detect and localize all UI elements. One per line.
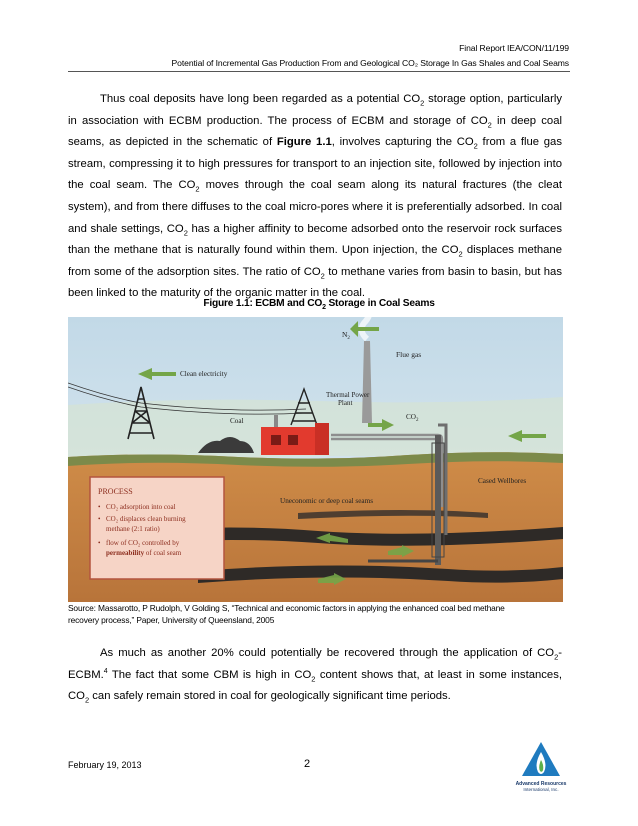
label-uneconomic-seams: Uneconomic or deep coal seams (280, 497, 374, 505)
process-step-3a: flow of CO₂ controlled by (106, 539, 180, 547)
label-coal: Coal (230, 417, 244, 425)
paragraph-2: As much as another 20% could potentially be recovered through the application of $CO_2-ECBM.^4$ The fact that some CBM is high in $CO_2$ content shows that, at least in some instances, $CO_2$ can safely remain stored in coal for geologically significant time periods. (68, 647, 563, 705)
header-report-title: Potential of Incremental Gas Production From and Geological CO₂ Storage In Gas Shales and Coal Seams (171, 58, 569, 68)
label-cased-wellbores: Cased Wellbores (478, 477, 527, 485)
process-step-2a: CO₂ displaces clean burning (106, 515, 186, 523)
source-line-1: Source: Massarotto, P Rudolph, V Golding S, “Technical and economic factors in applying the enhanced coal bed methane (68, 603, 505, 613)
label-clean-electricity: Clean electricity (180, 370, 228, 378)
label-thermal-power-plant-1: Thermal Power (326, 391, 370, 399)
label-flue-gas: Flue gas (396, 350, 422, 359)
svg-text:•: • (98, 539, 101, 547)
process-title: PROCESS (98, 487, 133, 496)
paragraph-1: Thus coal deposits have long been regarded as a potential $CO_2$ storage option, particularly in association with ECBM production. The process of ECBM and storage of $CO_2$ in deep coal seams, as depicted in the schematic of Figure 1.1, involves capturing the $CO_2$ from a flue gas stream, compressing it to high pressures for transport to an injection site, followed by injection into the coal seam. The $CO_2$ moves through the coal seam along its natural fractures (the cleat system), and from there diffuses to the coal micro-pores where it is preferentially adsorbed. In coal and shale settings, $CO_2$ has a higher affinity to become adsorbed onto the reservoir rock surfaces than the methane that is naturally found within them. Upon injection, the $CO_2$ displaces methane from some of the adsorption sites. The ratio of $CO_2$ to methane varies from basin to basin, but has been linked to the maturity of the organic matter in the coal. (68, 93, 563, 300)
figure-source (68, 603, 568, 626)
svg-text:•: • (98, 503, 101, 511)
page-number: 2 (304, 758, 311, 770)
header-report-id: Final Report IEA/CON/11/199 (459, 43, 569, 53)
process-step-3b: permeability of coal seam (106, 549, 182, 557)
source-line-2: recovery process,” Paper, University of Queensland, 2005 (68, 614, 275, 625)
ecbm-schematic (68, 317, 563, 602)
header-rule (68, 71, 570, 72)
footnote-ref: 4 (103, 667, 108, 675)
figure-reference: Figure 1.1 (276, 136, 332, 149)
label-n2: $N_2$ (342, 330, 350, 341)
label-thermal-power-plant-2: Plant (338, 399, 353, 407)
svg-text:International, Inc.: International, Inc. (523, 787, 559, 792)
cased-wellbore (435, 435, 441, 565)
svg-text:•: • (98, 515, 101, 523)
label-co2: $CO_2$ (406, 413, 419, 423)
svg-text:Advanced Resources: Advanced Resources (515, 781, 567, 787)
process-step-2b: methane (2:1 ratio) (106, 525, 160, 533)
process-step-1: CO₂ adsorption into coal (106, 503, 176, 511)
footer-date: February 19, 2013 (68, 760, 142, 770)
figure-title: Figure 1.1: ECBM and $CO_2$ Storage in Coal Seams (203, 298, 435, 312)
company-logo (514, 740, 568, 798)
